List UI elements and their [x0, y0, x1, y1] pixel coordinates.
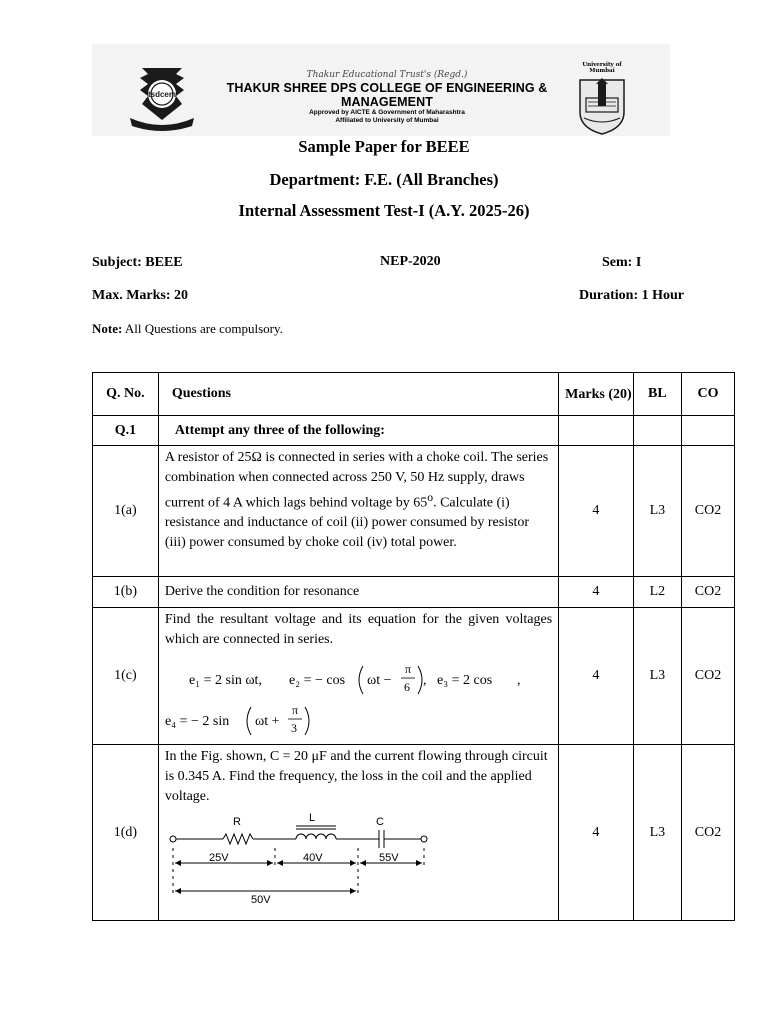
question-text: Derive the condition for resonance — [158, 577, 558, 608]
degree-symbol: o — [427, 490, 434, 504]
inductor-label: L — [308, 811, 315, 824]
note-line — [92, 321, 283, 337]
university-seal-icon — [574, 74, 630, 136]
question-text-block — [158, 745, 558, 921]
nep-label: NEP-2020 — [380, 254, 441, 269]
paper-title: Sample Paper for BEEE — [298, 137, 470, 156]
table-row — [93, 446, 735, 577]
voltage-c-label: 55V — [378, 851, 399, 864]
question-co: CO2 — [682, 608, 735, 745]
table-row — [93, 745, 735, 921]
test-title: Internal Assessment Test-I (A.Y. 2025-26) — [238, 201, 530, 220]
question-number: 1(a) — [93, 446, 159, 577]
svg-text:,: , — [422, 672, 427, 688]
question-number: 1(d) — [93, 745, 159, 921]
university-seal-text: University of Mumbai — [582, 62, 622, 74]
table-row — [93, 577, 735, 608]
equation-e4-prefix: e₄ = − 2 sin — [164, 713, 230, 729]
left-logo-text: tsdcem — [147, 90, 177, 99]
equation-e4-num: π — [291, 702, 298, 717]
resistor-label: R — [232, 815, 241, 828]
question-co: CO2 — [682, 577, 735, 608]
capacitor-label: C — [375, 815, 384, 828]
note-text: All Questions are compulsory. — [122, 321, 283, 336]
question-marks: 4 — [559, 446, 634, 577]
table-header-row — [93, 373, 735, 416]
question-bl: L2 — [633, 577, 681, 608]
question-text: A resistor of 25Ω is connected in series with a choke coil. The series combination when connected across 250 V, 50 Hz supply, draws current of 4 A which lags behind voltage by 65$^o$. Calculate (i) resistance and inductance of coil (ii) power consumed by resistor (iii) power consumed by choke coil (iv) total power. — [158, 446, 558, 577]
college-logo — [126, 64, 198, 132]
question-number: 1(c) — [93, 608, 159, 745]
question-number: 1(b) — [93, 577, 159, 608]
duration-label: Duration: 1 Hour — [579, 288, 684, 303]
question-marks: 4 — [559, 608, 634, 745]
rlc-circuit-diagram — [165, 811, 445, 905]
voltage-r-label: 25V — [208, 851, 229, 864]
college-header-banner — [92, 44, 670, 136]
max-marks-label: Max. Marks: 20 — [92, 288, 189, 303]
question-text-block — [158, 608, 558, 745]
equation-e4-den: 3 — [290, 720, 297, 735]
equation-e2-num: π — [404, 661, 411, 676]
question-marks: 4 — [559, 577, 634, 608]
college-title-block — [212, 70, 562, 125]
subject-label: Subject: BEEE — [92, 255, 183, 270]
equation-e1: e₁ = 2 sin ωt, — [188, 672, 262, 688]
equation-e2-den: 6 — [403, 679, 410, 694]
approval-text: Approved by AICTE & Government of Maharashtra — [309, 109, 465, 116]
svg-text:,: , — [516, 672, 521, 688]
col-header-qno: Q. No. — [93, 373, 159, 416]
department-title: Department: F.E. (All Branches) — [269, 170, 499, 189]
affiliation-text: Affiliated to University of Mumbai — [335, 117, 439, 124]
voltage-equations — [165, 650, 539, 736]
note-label: Note: — [92, 321, 123, 336]
col-header-marks: Marks (20) — [559, 373, 634, 416]
inductor-symbol — [296, 834, 336, 839]
section-qno: Q.1 — [93, 416, 159, 446]
question-marks: 4 — [559, 745, 634, 921]
equation-e4-inner: ωt + — [254, 713, 280, 729]
table-row — [93, 608, 735, 745]
question-co: CO2 — [682, 745, 735, 921]
equation-e2-prefix: e₂ = − cos — [288, 672, 345, 688]
voltage-l-label: 40V — [302, 851, 323, 864]
section-instruction: Attempt any three of the following: — [158, 416, 558, 446]
college-name: THAKUR SHREE DPS COLLEGE OF ENGINEERING & MANAGEMENT — [226, 81, 548, 109]
section-row — [93, 416, 735, 446]
resistor-symbol — [223, 834, 253, 844]
question-co: CO2 — [682, 446, 735, 577]
university-seal — [570, 62, 634, 134]
voltage-rl-label: 50V — [250, 893, 271, 905]
equation-e2-inner: ωt − — [366, 672, 392, 688]
col-header-bl: BL — [633, 373, 681, 416]
col-header-co: CO — [682, 373, 735, 416]
question-table — [92, 372, 735, 921]
trust-text: Thakur Educational Trust's (Regd.) — [306, 70, 468, 80]
question-bl: L3 — [633, 446, 681, 577]
sem-label: Sem: I — [602, 255, 642, 270]
question-text: In the Fig. shown, C = 20 μF and the current flowing through circuit is 0.345 A. Find the frequency, the loss in the coil and the applied voltage. — [164, 749, 548, 804]
col-header-questions: Questions — [158, 373, 558, 416]
equation-e3: e₃ = 2 cos — [436, 672, 492, 688]
question-bl: L3 — [633, 745, 681, 921]
question-bl: L3 — [633, 608, 681, 745]
question-text: Find the resultant voltage and its equation for the given voltages which are connected in series. — [164, 612, 553, 647]
